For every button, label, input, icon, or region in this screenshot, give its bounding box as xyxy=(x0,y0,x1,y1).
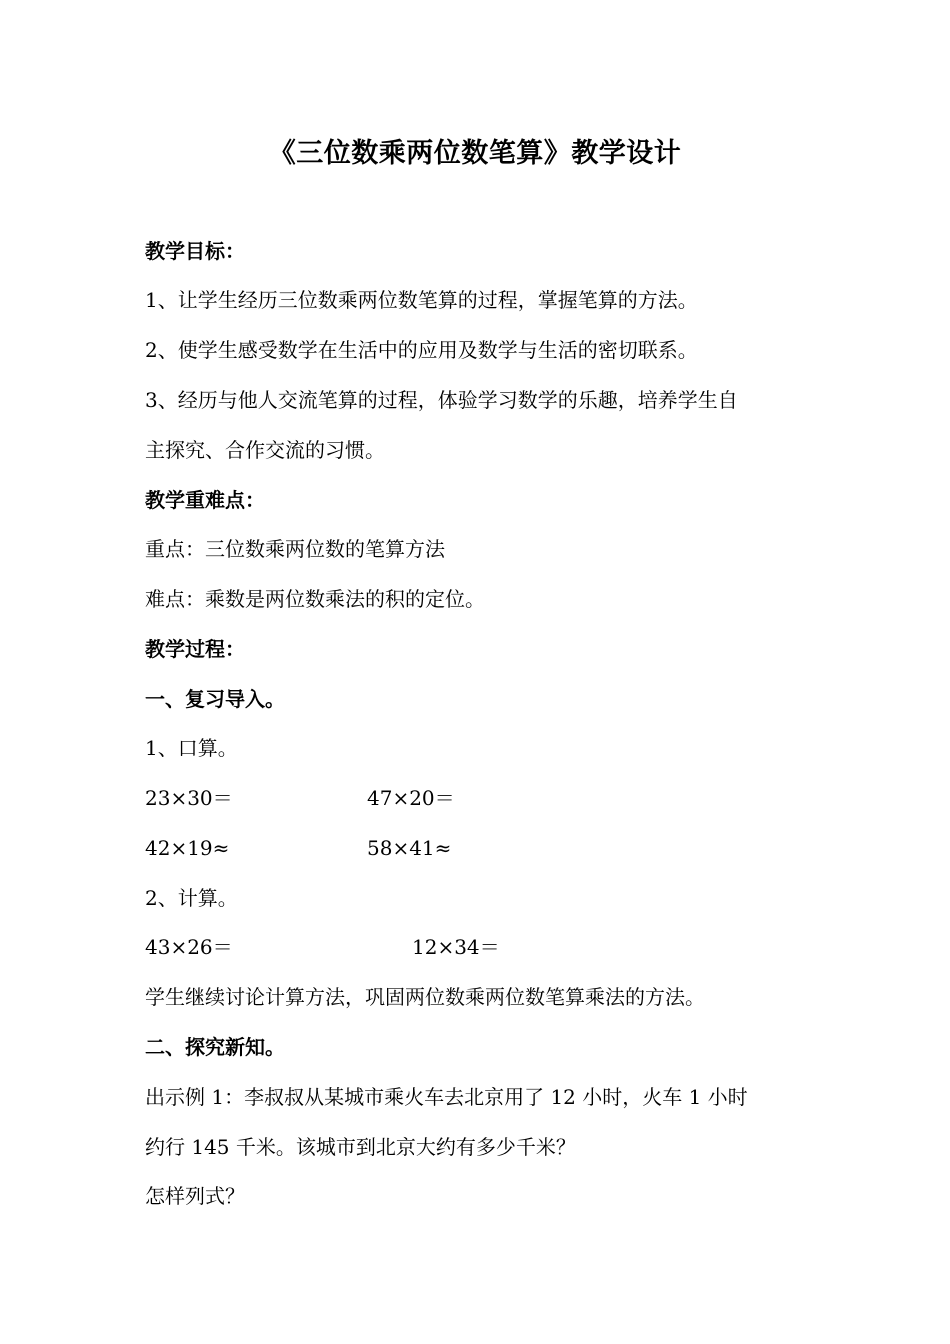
oral-problem-1a: 23×30＝ xyxy=(145,786,233,810)
oral-problem-1b: 47×20＝ xyxy=(367,786,455,810)
oral-calc-label: 1、口算。 xyxy=(145,736,238,760)
objective-2: 2、使学生感受数学在生活中的应用及数学与生活的密切联系。 xyxy=(145,338,698,362)
oral-problem-2a: 42×19≈ xyxy=(145,836,230,860)
calc-label: 2、计算。 xyxy=(145,886,238,910)
oral-problem-2b: 58×41≈ xyxy=(367,836,452,860)
process-heading: 教学过程： xyxy=(145,637,245,661)
document-title: 《三位数乘两位数笔算》教学设计 xyxy=(268,138,682,169)
question-text: 怎样列式？ xyxy=(145,1184,245,1208)
objective-1: 1、让学生经历三位数乘两位数笔算的过程，掌握笔算的方法。 xyxy=(145,288,698,312)
objectives-heading: 教学目标： xyxy=(145,239,245,263)
calc-problem-b: 12×34＝ xyxy=(412,935,500,959)
section-2-heading: 二、探究新知。 xyxy=(145,1035,285,1059)
key-points-heading: 教学重难点： xyxy=(145,488,265,512)
section-1-heading: 一、复习导入。 xyxy=(145,687,285,711)
discussion-text: 学生继续讨论计算方法，巩固两位数乘两位数笔算乘法的方法。 xyxy=(145,985,705,1009)
objective-3-line-2: 主探究、合作交流的习惯。 xyxy=(145,438,385,462)
calc-problem-a: 43×26＝ xyxy=(145,935,233,959)
difficulty: 难点：乘数是两位数乘法的积的定位。 xyxy=(145,587,485,611)
example-line-2: 约行 145 千米。该城市到北京大约有多少千米？ xyxy=(145,1135,576,1159)
example-line-1: 出示例 1：李叔叔从某城市乘火车去北京用了 12 小时，火车 1 小时 xyxy=(145,1085,748,1109)
objective-3-line-1: 3、经历与他人交流笔算的过程，体验学习数学的乐趣，培养学生自 xyxy=(145,388,738,412)
key-point: 重点：三位数乘两位数的笔算方法 xyxy=(145,537,445,561)
